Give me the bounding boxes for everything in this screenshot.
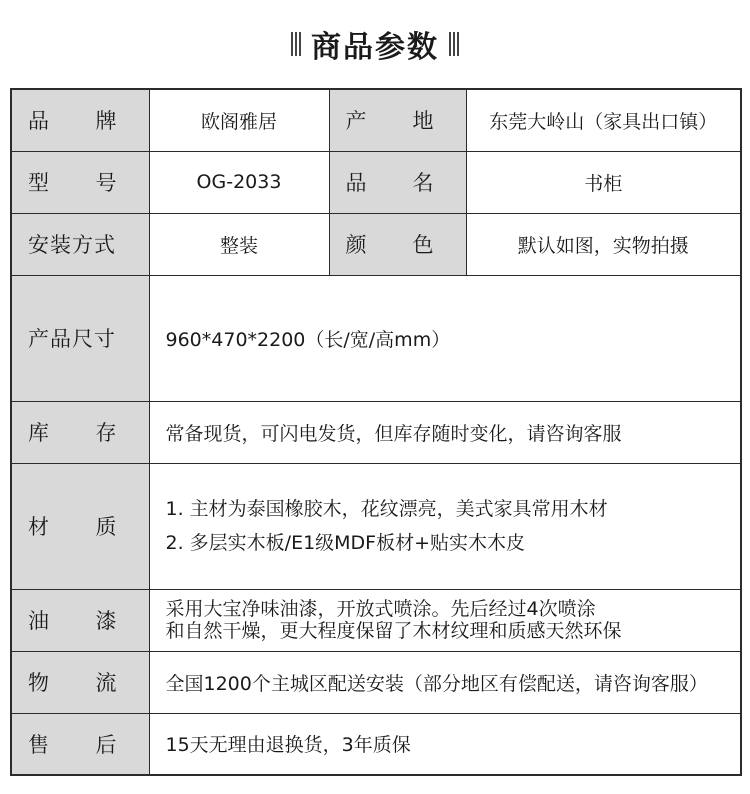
table-row — [11, 463, 741, 589]
table-row — [11, 401, 741, 463]
table-row — [11, 589, 741, 651]
material-value — [149, 463, 741, 589]
table-row — [11, 275, 741, 401]
brand-value: 欧阁雅居 — [149, 89, 329, 151]
origin-value: 东莞大岭山（家具出口镇） — [466, 89, 741, 151]
paint-value — [149, 589, 741, 651]
logistics-label: 物 流 — [11, 651, 149, 713]
origin-label: 产 地 — [329, 89, 466, 151]
paint-line-1: 采用大宝净味油漆，开放式喷涂。先后经过4次喷涂 — [165, 598, 596, 620]
section-header — [0, 0, 750, 88]
title-decoration-left-icon — [291, 32, 301, 56]
stock-label: 库 存 — [11, 401, 149, 463]
material-line-1: 1. 主材为泰国橡胶木，花纹漂亮，美式家具常用木材 — [165, 498, 608, 520]
material-label: 材 质 — [11, 463, 149, 589]
stock-value: 常备现货，可闪电发货，但库存随时变化，请咨询客服 — [149, 401, 741, 463]
install-label: 安装方式 — [11, 213, 149, 275]
product-params-table — [10, 88, 742, 776]
color-label: 颜 色 — [329, 213, 466, 275]
product-name-value: 书柜 — [466, 151, 741, 213]
page-title: 商品参数 — [311, 30, 439, 65]
table-row — [11, 151, 741, 213]
material-line-2: 2. 多层实木板/E1级MDF板材+贴实木木皮 — [165, 532, 526, 554]
paint-label: 油 漆 — [11, 589, 149, 651]
table-row — [11, 651, 741, 713]
product-name-label: 品 名 — [329, 151, 466, 213]
brand-label: 品 牌 — [11, 89, 149, 151]
model-value: OG-2033 — [149, 151, 329, 213]
color-value: 默认如图，实物拍摄 — [466, 213, 741, 275]
table-row — [11, 89, 741, 151]
table-row — [11, 213, 741, 275]
aftersale-value: 15天无理由退换货，3年质保 — [149, 713, 741, 775]
aftersale-label: 售 后 — [11, 713, 149, 775]
model-label: 型 号 — [11, 151, 149, 213]
paint-line-2: 和自然干燥，更大程度保留了木材纹理和质感天然环保 — [165, 620, 622, 642]
title-decoration-right-icon — [449, 32, 459, 56]
logistics-value: 全国1200个主城区配送安装（部分地区有偿配送，请咨询客服） — [149, 651, 741, 713]
size-value: 960*470*2200（长/宽/高mm） — [149, 275, 741, 401]
install-value: 整装 — [149, 213, 329, 275]
size-label: 产品尺寸 — [11, 275, 149, 401]
table-row — [11, 713, 741, 775]
